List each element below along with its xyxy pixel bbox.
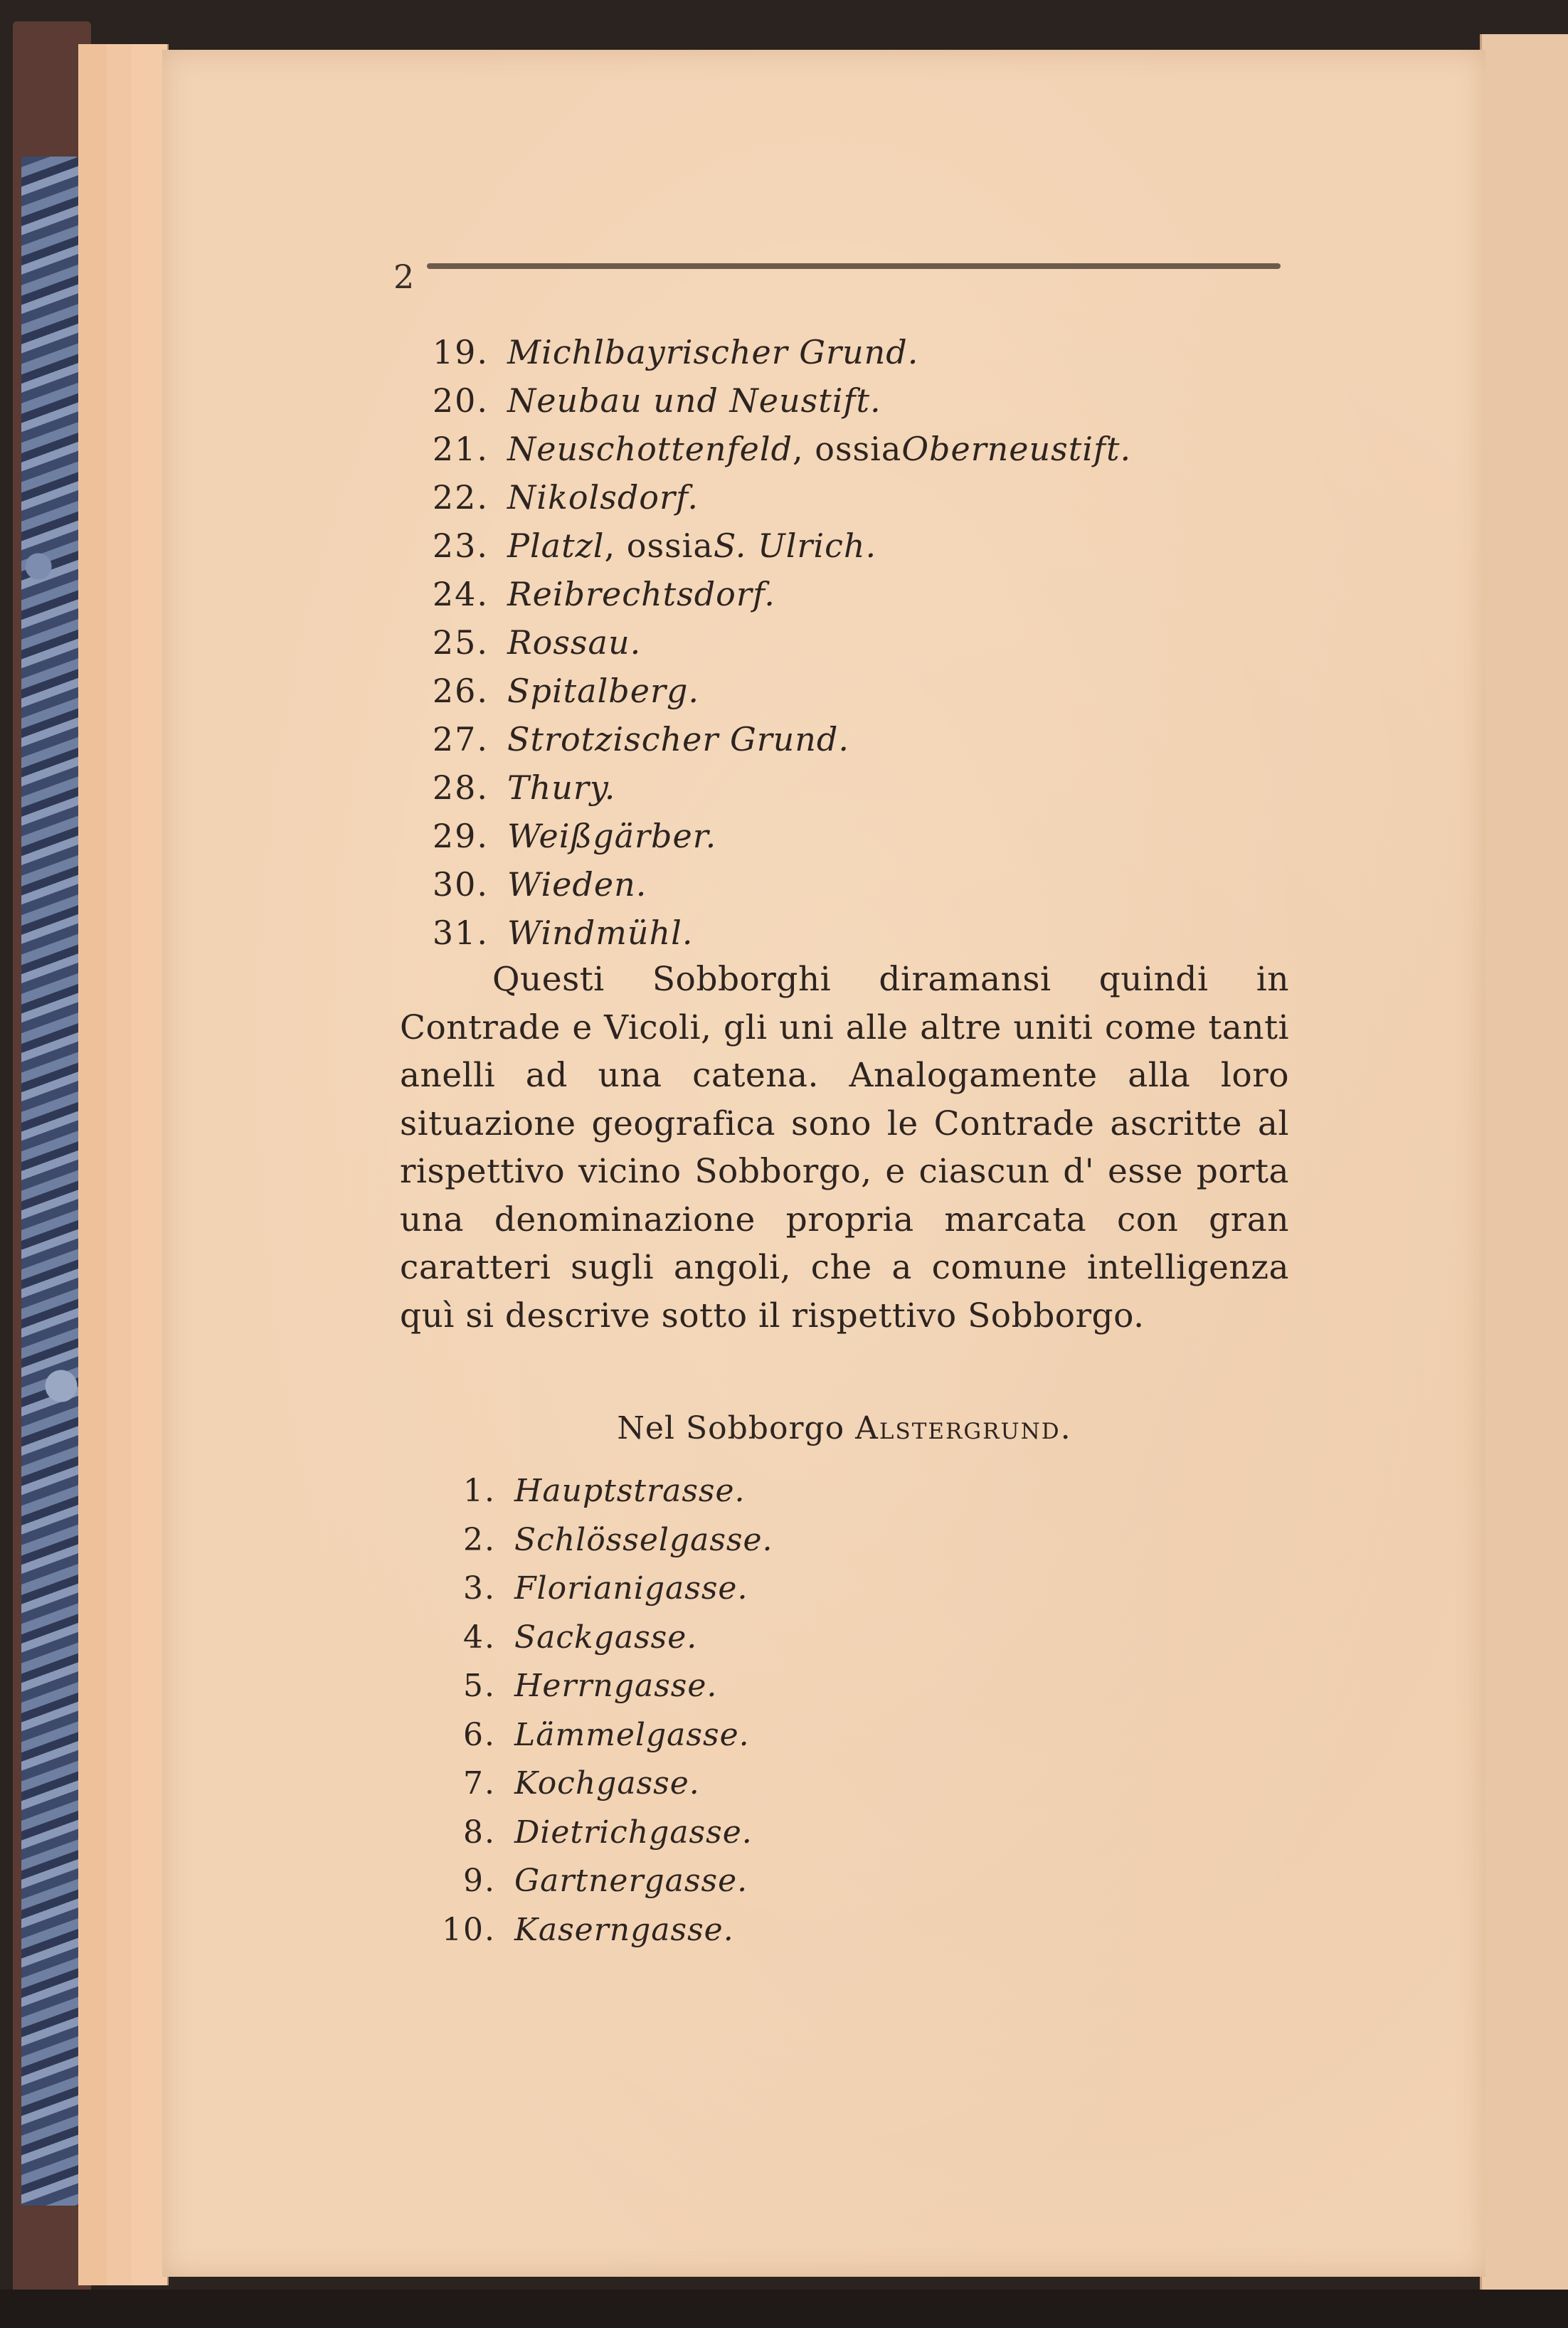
item-number: 7. xyxy=(463,1765,496,1801)
item-number: 20. xyxy=(432,381,489,420)
list-item xyxy=(409,720,1131,768)
item-name: Strotzischer Grund. xyxy=(507,720,849,758)
list-item xyxy=(409,865,1131,914)
item-connector: , ossia xyxy=(793,430,902,468)
item-name: Lämmelgasse. xyxy=(514,1716,750,1753)
item-name: Neuschottenfeld xyxy=(507,430,793,468)
item-name: Schlösselgasse. xyxy=(514,1521,773,1558)
item-number: 24. xyxy=(432,575,489,613)
list-item xyxy=(409,430,1131,478)
item-name: Windmühl. xyxy=(507,914,694,952)
list-item xyxy=(416,1912,773,1961)
item-connector: , ossia xyxy=(604,527,714,565)
item-name: Spitalberg. xyxy=(507,672,700,710)
list-item xyxy=(416,1473,773,1522)
list-item xyxy=(409,381,1131,430)
item-number: 10. xyxy=(442,1911,496,1948)
street-list xyxy=(416,1473,773,1960)
item-number: 8. xyxy=(463,1814,496,1851)
item-number: 3. xyxy=(463,1570,496,1607)
item-name: Neubau und Neustift. xyxy=(507,381,881,420)
list-item xyxy=(416,1522,773,1571)
item-name: Michlbayrischer Grund. xyxy=(507,333,919,371)
list-item xyxy=(416,1765,773,1814)
item-number: 4. xyxy=(463,1619,496,1656)
item-name: Kaserngasse. xyxy=(514,1911,734,1948)
list-item xyxy=(409,914,1131,962)
item-number: 6. xyxy=(463,1716,496,1753)
scan-background xyxy=(0,2290,1568,2328)
list-item xyxy=(416,1717,773,1766)
item-alt-name: Oberneustift. xyxy=(901,430,1132,468)
item-name: Rossau. xyxy=(507,623,642,662)
suburb-list xyxy=(409,333,1131,962)
section-suburb-name: Alstergrund. xyxy=(855,1410,1072,1446)
list-item xyxy=(409,768,1131,817)
item-number: 30. xyxy=(432,865,489,904)
item-number: 2. xyxy=(463,1521,496,1558)
item-name: Hauptstrasse. xyxy=(514,1473,746,1509)
item-number: 28. xyxy=(432,768,489,807)
item-name: Nikolsdorf. xyxy=(507,478,699,517)
list-item xyxy=(416,1863,773,1912)
item-number: 22. xyxy=(432,478,489,517)
item-name: Gartnergasse. xyxy=(514,1863,748,1899)
item-name: Dietrichgasse. xyxy=(514,1814,753,1851)
item-number: 25. xyxy=(432,623,489,662)
item-name: Florianigasse. xyxy=(514,1570,748,1607)
item-number: 23. xyxy=(432,527,489,565)
item-number: 31. xyxy=(432,914,489,952)
section-heading xyxy=(400,1410,1289,1446)
item-name: Herrngasse. xyxy=(514,1668,718,1704)
item-name: Platzl xyxy=(507,527,605,565)
item-name: Thury. xyxy=(507,768,616,807)
item-number: 29. xyxy=(432,817,489,855)
list-item xyxy=(409,478,1131,527)
body-paragraph: Questi Sobborghi diramansi quindi in Contrade e Vicoli, gli uni alle altre uniti come tanti anelli ad una catena. Analogamente alla loro situazione geografica sono le Contrade ascritte al rispettivo vicino Sobborgo, e ciascun d' esse porta una denominazione propria marcata con gran caratteri sugli angoli, che a comune intelligenza quì si descrive sotto il rispettivo Sobborgo. xyxy=(400,960,1289,1335)
list-item xyxy=(409,527,1131,575)
list-item xyxy=(409,575,1131,623)
item-name: Reibrechtsdorf. xyxy=(507,575,775,613)
list-item xyxy=(409,817,1131,865)
item-name: Sackgasse. xyxy=(514,1619,698,1656)
page-number: 2 xyxy=(393,258,415,296)
list-item xyxy=(416,1668,773,1717)
item-name: Wieden. xyxy=(507,865,647,904)
item-alt-name: S. Ulrich. xyxy=(713,527,877,565)
item-number: 26. xyxy=(432,672,489,710)
item-number: 5. xyxy=(463,1668,496,1704)
item-number: 19. xyxy=(432,333,489,371)
facing-page-edge xyxy=(1480,34,1568,2304)
list-item xyxy=(416,1619,773,1668)
section-prefix: Nel Sobborgo xyxy=(617,1410,845,1446)
item-number: 9. xyxy=(463,1863,496,1899)
list-item xyxy=(416,1570,773,1619)
item-name: Kochgasse. xyxy=(514,1765,700,1801)
list-item xyxy=(416,1814,773,1863)
item-number: 27. xyxy=(432,720,489,758)
list-item xyxy=(409,333,1131,381)
item-number: 21. xyxy=(432,430,489,468)
marbled-endpaper xyxy=(21,157,78,2206)
item-name: Weißgärber. xyxy=(507,817,717,855)
list-item xyxy=(409,672,1131,720)
item-number: 1. xyxy=(463,1473,496,1509)
list-item xyxy=(409,623,1131,672)
header-rule xyxy=(427,263,1281,269)
